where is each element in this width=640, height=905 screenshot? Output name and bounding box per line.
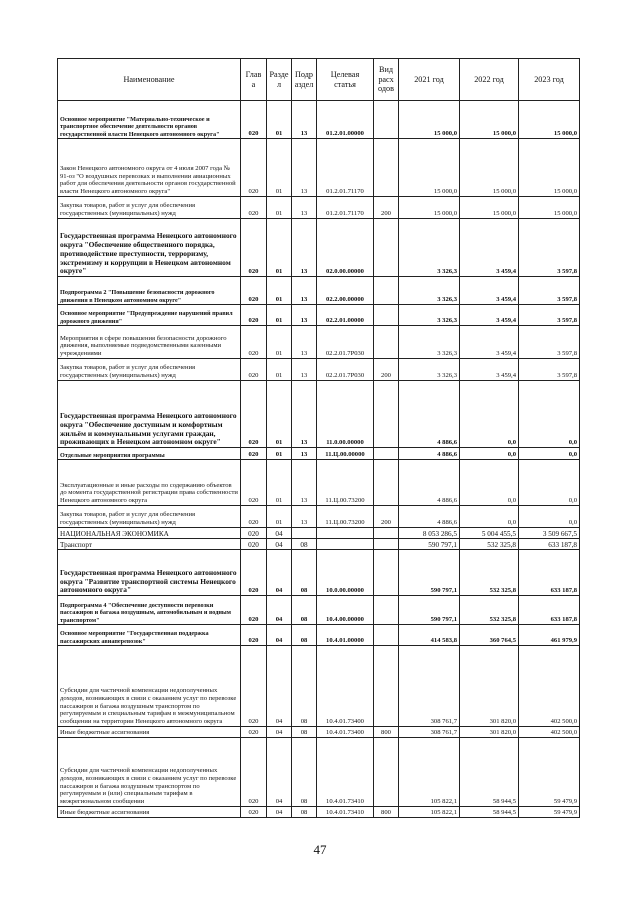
cell-glava: 020 <box>241 448 267 460</box>
cell-razdel: 01 <box>267 305 292 326</box>
header-podrazdel: Подр аздел <box>292 59 317 101</box>
cell-2023: 15 000,0 <box>519 101 580 139</box>
cell-podrazdel: 08 <box>292 550 317 596</box>
cell-name: Субсидии для частичной компенсации недополученных доходов, возникающих в связи с оказанием услуг по перевозке пассажиров и багажа воздушным транспортом по регулируемым и (или) специальным тарифам в межрегиональном сообщении <box>58 738 241 807</box>
cell-name: Основное мероприятие "Предупреждение нарушений правил дорожного движения" <box>58 305 241 326</box>
cell-vid <box>374 539 399 550</box>
cell-razdel: 04 <box>267 596 292 625</box>
table-body <box>58 101 580 818</box>
cell-2023: 0,0 <box>519 460 580 506</box>
cell-razdel: 01 <box>267 101 292 139</box>
cell-2021: 15 000,0 <box>399 101 460 139</box>
cell-2022: 15 000,0 <box>460 139 519 197</box>
cell-2022: 532 325,8 <box>460 596 519 625</box>
cell-vid <box>374 738 399 807</box>
cell-name: Иные бюджетные ассигнования <box>58 807 241 818</box>
table-row <box>58 738 580 807</box>
cell-2022: 360 764,5 <box>460 625 519 646</box>
cell-glava: 020 <box>241 326 267 359</box>
cell-podrazdel: 13 <box>292 101 317 139</box>
cell-2021: 8 053 286,5 <box>399 528 460 539</box>
cell-2022: 58 944,5 <box>460 738 519 807</box>
cell-glava: 020 <box>241 305 267 326</box>
cell-glava: 020 <box>241 596 267 625</box>
cell-2023: 3 597,8 <box>519 219 580 277</box>
cell-razdel: 01 <box>267 326 292 359</box>
cell-2023: 15 000,0 <box>519 197 580 219</box>
cell-2022: 0,0 <box>460 506 519 528</box>
cell-vid <box>374 101 399 139</box>
cell-2021: 105 822,1 <box>399 738 460 807</box>
table-row <box>58 381 580 448</box>
cell-2021: 3 326,3 <box>399 277 460 305</box>
cell-vid <box>374 381 399 448</box>
cell-2022: 3 459,4 <box>460 359 519 381</box>
cell-glava: 020 <box>241 101 267 139</box>
cell-name: Иные бюджетные ассигнования <box>58 727 241 738</box>
cell-2022: 0,0 <box>460 381 519 448</box>
header-vid: Вид расх одов <box>374 59 399 101</box>
cell-statya: 11.Ц.00.73200 <box>317 506 374 528</box>
cell-name: Подпрограмма 2 "Повышение безопасности дорожного движения в Ненецком автономном округе" <box>58 277 241 305</box>
cell-2023: 402 500,0 <box>519 646 580 727</box>
cell-vid <box>374 448 399 460</box>
cell-name: Закупка товаров, работ и услуг для обеспечения государственных (муниципальных) нужд <box>58 197 241 219</box>
cell-statya: 01.2.01.71170 <box>317 139 374 197</box>
cell-vid <box>374 625 399 646</box>
cell-2021: 308 761,7 <box>399 727 460 738</box>
cell-podrazdel: 13 <box>292 197 317 219</box>
cell-statya: 02.2.01.7Р030 <box>317 326 374 359</box>
cell-razdel: 01 <box>267 359 292 381</box>
cell-2023: 3 597,8 <box>519 326 580 359</box>
cell-glava: 020 <box>241 528 267 539</box>
cell-glava: 020 <box>241 506 267 528</box>
budget-table <box>57 58 580 818</box>
table-row <box>58 550 580 596</box>
table-row <box>58 197 580 219</box>
cell-vid: 800 <box>374 807 399 818</box>
cell-2022: 3 459,4 <box>460 326 519 359</box>
cell-2023: 3 509 667,5 <box>519 528 580 539</box>
cell-vid <box>374 646 399 727</box>
cell-2022: 301 820,0 <box>460 646 519 727</box>
cell-2022: 3 459,4 <box>460 219 519 277</box>
table-row <box>58 359 580 381</box>
cell-name: Отдельные мероприятия программы <box>58 448 241 460</box>
cell-glava: 020 <box>241 219 267 277</box>
cell-2021: 15 000,0 <box>399 197 460 219</box>
cell-podrazdel: 13 <box>292 506 317 528</box>
cell-statya: 02.0.00.00000 <box>317 219 374 277</box>
table-header-row <box>58 59 580 101</box>
cell-podrazdel: 08 <box>292 625 317 646</box>
cell-glava: 020 <box>241 139 267 197</box>
cell-statya: 11.Ц.00.73200 <box>317 460 374 506</box>
header-2022: 2022 год <box>460 59 519 101</box>
cell-podrazdel: 08 <box>292 727 317 738</box>
table-row <box>58 305 580 326</box>
cell-podrazdel: 13 <box>292 219 317 277</box>
cell-razdel: 01 <box>267 448 292 460</box>
cell-name: Основное мероприятие "Материально-техническое и транспортное обеспечение деятельности органов государственной власти Ненецкого автономного округа" <box>58 101 241 139</box>
header-2021: 2021 год <box>399 59 460 101</box>
table-row <box>58 596 580 625</box>
table-row <box>58 646 580 727</box>
cell-glava: 020 <box>241 460 267 506</box>
cell-name: Эксплуатационные и иные расходы по содержанию объектов до момента государственной регистрации права собственности Ненецкого автономного округа <box>58 460 241 506</box>
cell-2022: 0,0 <box>460 448 519 460</box>
cell-podrazdel: 13 <box>292 381 317 448</box>
cell-2022: 15 000,0 <box>460 101 519 139</box>
cell-razdel: 01 <box>267 506 292 528</box>
cell-statya: 10.4.01.73410 <box>317 807 374 818</box>
cell-2022: 532 325,8 <box>460 539 519 550</box>
cell-name: Подпрограмма 4 "Обеспечение доступности перевозки пассажиров и багажа воздушным, автомобильным и водным транспортом" <box>58 596 241 625</box>
cell-2023: 633 187,8 <box>519 596 580 625</box>
cell-2021: 4 886,6 <box>399 448 460 460</box>
cell-2021: 3 326,3 <box>399 305 460 326</box>
cell-2021: 308 761,7 <box>399 646 460 727</box>
cell-name: Государственная программа Ненецкого автономного округа "Развитие транспортной системы Ненецкого автономного округа" <box>58 550 241 596</box>
cell-name: Основное мероприятие "Государственная поддержка пассажирских авиаперевозок" <box>58 625 241 646</box>
cell-razdel: 04 <box>267 807 292 818</box>
cell-vid <box>374 277 399 305</box>
cell-vid <box>374 326 399 359</box>
cell-name: Субсидии для частичной компенсации недополученных доходов, возникающих в связи с оказанием услуг по перевозке пассажиров и багажа воздушным транспортом по регулируемым и специальным тарифам в межмуниципальном сообщении на территории Ненецкого автономного округа <box>58 646 241 727</box>
table-row <box>58 277 580 305</box>
cell-statya: 11.Ц.00.00000 <box>317 448 374 460</box>
cell-2023: 633 187,8 <box>519 550 580 596</box>
cell-name: Транспорт <box>58 539 241 550</box>
cell-2023: 3 597,8 <box>519 277 580 305</box>
cell-podrazdel: 13 <box>292 139 317 197</box>
cell-2023: 3 597,8 <box>519 305 580 326</box>
cell-razdel: 01 <box>267 460 292 506</box>
cell-glava: 020 <box>241 646 267 727</box>
cell-razdel: 01 <box>267 219 292 277</box>
header-statya: Целевая статья <box>317 59 374 101</box>
cell-statya: 02.2.01.00000 <box>317 305 374 326</box>
cell-podrazdel: 13 <box>292 277 317 305</box>
page-number: 47 <box>313 842 327 857</box>
table-row <box>58 219 580 277</box>
cell-2021: 414 583,8 <box>399 625 460 646</box>
cell-vid <box>374 460 399 506</box>
cell-statya <box>317 528 374 539</box>
cell-razdel: 04 <box>267 625 292 646</box>
cell-statya: 11.0.00.00000 <box>317 381 374 448</box>
cell-name: Государственная программа Ненецкого автономного округа "Обеспечение доступным и комфортным жильём и коммунальными услугами граждан, проживающих в Ненецком автономном округе" <box>58 381 241 448</box>
cell-statya: 10.4.00.00000 <box>317 596 374 625</box>
cell-2022: 532 325,8 <box>460 550 519 596</box>
cell-2022: 58 944,5 <box>460 807 519 818</box>
budget-table-page <box>57 58 579 818</box>
cell-razdel: 04 <box>267 539 292 550</box>
cell-statya: 10.0.00.00000 <box>317 550 374 596</box>
table-row <box>58 528 580 539</box>
cell-podrazdel: 08 <box>292 646 317 727</box>
cell-podrazdel: 13 <box>292 460 317 506</box>
cell-podrazdel: 08 <box>292 539 317 550</box>
cell-2023: 3 597,8 <box>519 359 580 381</box>
cell-2021: 4 886,6 <box>399 506 460 528</box>
cell-vid <box>374 305 399 326</box>
table-row <box>58 326 580 359</box>
cell-glava: 020 <box>241 359 267 381</box>
cell-razdel: 04 <box>267 550 292 596</box>
cell-razdel: 01 <box>267 277 292 305</box>
cell-vid: 800 <box>374 727 399 738</box>
table-row <box>58 625 580 646</box>
cell-statya: 10.4.01.73410 <box>317 738 374 807</box>
cell-vid <box>374 528 399 539</box>
table-row <box>58 539 580 550</box>
cell-statya: 10.4.01.00000 <box>317 625 374 646</box>
cell-2023: 0,0 <box>519 381 580 448</box>
cell-statya: 02.2.00.00000 <box>317 277 374 305</box>
cell-statya: 01.2.01.00000 <box>317 101 374 139</box>
table-row <box>58 727 580 738</box>
cell-podrazdel: 08 <box>292 596 317 625</box>
cell-podrazdel: 13 <box>292 448 317 460</box>
cell-2021: 590 797,1 <box>399 596 460 625</box>
cell-2021: 3 326,3 <box>399 219 460 277</box>
cell-2023: 59 479,9 <box>519 807 580 818</box>
cell-vid: 200 <box>374 359 399 381</box>
cell-podrazdel: 08 <box>292 807 317 818</box>
cell-vid: 200 <box>374 197 399 219</box>
cell-2021: 3 326,3 <box>399 359 460 381</box>
cell-2022: 15 000,0 <box>460 197 519 219</box>
table-row <box>58 448 580 460</box>
cell-glava: 020 <box>241 539 267 550</box>
cell-2021: 4 886,6 <box>399 381 460 448</box>
cell-2021: 15 000,0 <box>399 139 460 197</box>
cell-podrazdel: 13 <box>292 359 317 381</box>
header-glava: Глав а <box>241 59 267 101</box>
cell-2021: 590 797,1 <box>399 550 460 596</box>
cell-2023: 59 479,9 <box>519 738 580 807</box>
table-row <box>58 506 580 528</box>
cell-name: Мероприятия в сфере повышения безопасности дорожного движения, выполняемые подведомственными казенными учреждениями <box>58 326 241 359</box>
cell-2023: 461 979,9 <box>519 625 580 646</box>
cell-vid <box>374 550 399 596</box>
table-row <box>58 139 580 197</box>
cell-glava: 020 <box>241 727 267 738</box>
cell-podrazdel <box>292 528 317 539</box>
cell-2021: 3 326,3 <box>399 326 460 359</box>
cell-glava: 020 <box>241 197 267 219</box>
cell-podrazdel: 13 <box>292 305 317 326</box>
cell-2021: 4 886,6 <box>399 460 460 506</box>
cell-2022: 3 459,4 <box>460 277 519 305</box>
cell-vid <box>374 219 399 277</box>
header-razdel: Разде л <box>267 59 292 101</box>
cell-statya: 10.4.01.73400 <box>317 727 374 738</box>
cell-name: Закон Ненецкого автономного округа от 4 июля 2007 года № 91-оз "О воздушных перевозках и выполнении авиационных работ для обеспечения деятельности органов государственной власти Ненецкого автономного округа" <box>58 139 241 197</box>
cell-statya: 02.2.01.7Р030 <box>317 359 374 381</box>
cell-razdel: 01 <box>267 381 292 448</box>
cell-glava: 020 <box>241 277 267 305</box>
cell-razdel: 04 <box>267 528 292 539</box>
cell-razdel: 04 <box>267 646 292 727</box>
header-name: Наименование <box>58 59 241 101</box>
cell-2023: 0,0 <box>519 506 580 528</box>
cell-2023: 633 187,8 <box>519 539 580 550</box>
table-row <box>58 460 580 506</box>
cell-2021: 590 797,1 <box>399 539 460 550</box>
cell-2022: 5 004 455,5 <box>460 528 519 539</box>
cell-2021: 105 822,1 <box>399 807 460 818</box>
cell-glava: 020 <box>241 738 267 807</box>
cell-name: НАЦИОНАЛЬНАЯ ЭКОНОМИКА <box>58 528 241 539</box>
cell-statya: 10.4.01.73400 <box>317 646 374 727</box>
cell-razdel: 04 <box>267 738 292 807</box>
cell-glava: 020 <box>241 381 267 448</box>
cell-2022: 301 820,0 <box>460 727 519 738</box>
table-row <box>58 807 580 818</box>
table-row <box>58 101 580 139</box>
cell-2022: 0,0 <box>460 460 519 506</box>
cell-vid <box>374 139 399 197</box>
cell-podrazdel: 08 <box>292 738 317 807</box>
cell-statya <box>317 539 374 550</box>
cell-vid: 200 <box>374 506 399 528</box>
cell-vid <box>374 596 399 625</box>
cell-razdel: 04 <box>267 727 292 738</box>
cell-glava: 020 <box>241 625 267 646</box>
cell-2023: 0,0 <box>519 448 580 460</box>
cell-glava: 020 <box>241 807 267 818</box>
cell-name: Закупка товаров, работ и услуг для обеспечения государственных (муниципальных) нужд <box>58 506 241 528</box>
cell-glava: 020 <box>241 550 267 596</box>
cell-statya: 01.2.01.71170 <box>317 197 374 219</box>
cell-2022: 3 459,4 <box>460 305 519 326</box>
cell-2023: 15 000,0 <box>519 139 580 197</box>
cell-razdel: 01 <box>267 197 292 219</box>
header-2023: 2023 год <box>519 59 580 101</box>
cell-name: Закупка товаров, работ и услуг для обеспечения государственных (муниципальных) нужд <box>58 359 241 381</box>
cell-name: Государственная программа Ненецкого автономного округа "Обеспечение общественного порядка, противодействие преступности, терроризму, экстремизму и коррупции в Ненецком автономном округе" <box>58 219 241 277</box>
cell-podrazdel: 13 <box>292 326 317 359</box>
cell-razdel: 01 <box>267 139 292 197</box>
cell-2023: 402 500,0 <box>519 727 580 738</box>
